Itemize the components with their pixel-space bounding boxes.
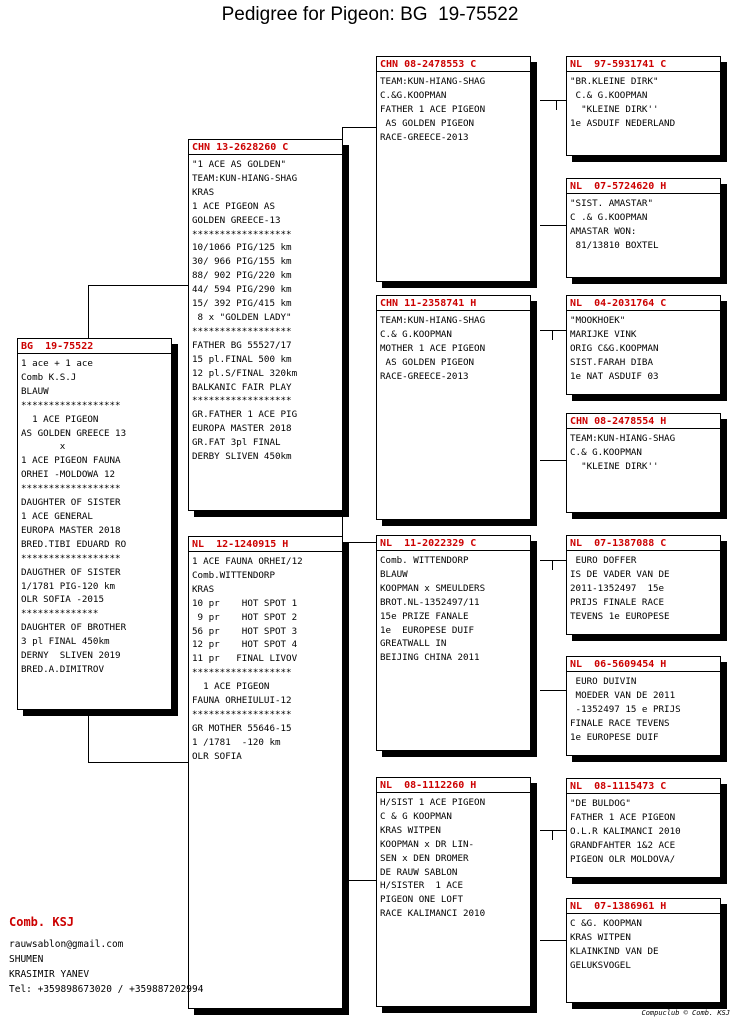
box-line: SIST.FARAH DIBA — [570, 356, 653, 368]
box-line: ************** — [21, 608, 99, 620]
box-line: -1352497 15 e PRIJS — [570, 703, 681, 715]
ring-number: NL 08-1112260 H — [377, 779, 530, 793]
box-line: IS DE VADER VAN DE — [570, 568, 670, 580]
box-line: DAUGTHER OF SISTER — [21, 566, 121, 578]
box-line: 15/ 392 PIG/415 km — [192, 298, 292, 310]
box-line: ****************** — [192, 667, 292, 679]
pedigree-box-fm-mother — [566, 413, 721, 513]
box-line: x — [21, 441, 66, 453]
ring-number: NL 12-1240915 H — [189, 538, 342, 552]
box-line: "MOOKHOEK" — [570, 315, 626, 326]
pedigree-box-ff-father — [566, 56, 721, 156]
box-line: ****************** — [192, 325, 292, 337]
box-line: 10/1066 PIG/125 km — [192, 242, 292, 254]
pedigree-box-subject — [17, 338, 172, 710]
box-line: "SIST. AMASTAR" — [570, 198, 653, 209]
box-line: PRIJS FINALE RACE — [570, 596, 665, 608]
box-line: C &G. KOOPMAN — [570, 918, 642, 929]
box-line: FINALE RACE TEVENS — [570, 717, 670, 729]
box-line: RACE-GREECE-2013 — [380, 131, 469, 143]
ring-number: NL 07-1387088 C — [567, 537, 720, 551]
pedigree-box-father — [188, 139, 343, 511]
box-line: C.& G.KOOPMAN — [570, 89, 648, 101]
box-line: 1 /1781 -120 km — [192, 736, 281, 748]
ring-number: NL 97-5931741 C — [567, 58, 720, 72]
box-line: C .& G.KOOPMAN — [570, 211, 648, 223]
box-line: 1 ACE GENERAL — [21, 510, 93, 522]
box-line: KLAINKIND VAN DE — [570, 945, 659, 957]
box-line: BLAUW — [380, 568, 408, 580]
box-line: PIGEON OLR MOLDOVA/ — [570, 853, 676, 865]
breeder-phone: Tel: +359898673020 / +359887202994 — [9, 984, 204, 995]
pedigree-box-mm-mother — [566, 898, 721, 1003]
box-line: BROT.NL-1352497/11 — [380, 596, 480, 608]
ring-number: NL 06-5609454 H — [567, 658, 720, 672]
box-line: DAUGHTER OF BROTHER — [21, 622, 127, 634]
ring-number: CHN 08-2478554 H — [567, 415, 720, 429]
box-line: ORHEI -MOLDOWA 12 — [21, 469, 116, 481]
box-line: OLR SOFIA -2015 — [21, 594, 104, 606]
breeder-name: Comb. KSJ — [9, 915, 75, 929]
box-line: KOOPMAN x SMEULDERS — [380, 582, 486, 594]
box-line: ORIG C&G.KOOPMAN — [570, 342, 659, 354]
box-line: FAUNA ORHEIULUI-12 — [192, 695, 292, 707]
breeder-email: rauwsablon@gmail.com — [9, 939, 124, 950]
page-title: Pedigree for Pigeon: BG 19-75522 — [221, 4, 519, 25]
pedigree-box-father-father — [376, 56, 531, 282]
box-line: 30/ 966 PIG/155 km — [192, 256, 292, 268]
box-line: EURO DUIVIN — [570, 676, 637, 687]
box-line: RACE KALIMANCI 2010 — [380, 908, 486, 920]
box-line: DERBY SLIVEN 450km — [192, 451, 292, 463]
box-line: ****************** — [192, 395, 292, 407]
pedigree-box-mother-father — [376, 535, 531, 751]
ring-number: NL 04-2031764 C — [567, 297, 720, 311]
ring-number: CHN 08-2478553 C — [377, 58, 530, 72]
box-line: GR.FAT 3pl FINAL — [192, 437, 281, 449]
ring-number: NL 11-2022329 C — [377, 537, 530, 551]
box-line: 1 ACE PIGEON — [21, 413, 99, 425]
box-line: 56 pr HOT SPOT 3 — [192, 625, 298, 637]
box-line: 1 ACE FAUNA ORHEI/12 — [192, 556, 303, 567]
box-line: GELUKSVOGEL — [570, 959, 631, 971]
box-line: TEAM:KUN-HIANG-SHAG — [380, 76, 486, 87]
box-line: O.L.R KALIMANCI 2010 — [570, 825, 681, 837]
box-line: 3 pl FINAL 450km — [21, 636, 110, 648]
ring-number: NL 07-5724620 H — [567, 180, 720, 194]
box-line: TEVENS 1e EUROPESE — [570, 610, 670, 622]
box-line: ****************** — [21, 399, 121, 411]
box-line: 1e EUROPESE DUIF — [570, 731, 659, 743]
ring-number: NL 07-1386961 H — [567, 900, 720, 914]
box-line: KRAS WITPEN — [570, 931, 631, 943]
box-line: EUROPA MASTER 2018 — [192, 423, 292, 435]
box-line: "BR.KLEINE DIRK" — [570, 76, 659, 87]
box-line: TEAM:KUN-HIANG-SHAG — [192, 172, 298, 184]
box-line: TEAM:KUN-HIANG-SHAG — [380, 315, 486, 326]
box-line: KRAS — [192, 583, 215, 595]
box-line: EUROPA MASTER 2018 — [21, 524, 121, 536]
box-line: 81/13810 BOXTEL — [570, 239, 659, 251]
box-line: "1 ACE AS GOLDEN" — [192, 159, 287, 170]
footer-credit: Compuclub © Comb. KSJ — [641, 1009, 730, 1017]
box-line: PIGEON ONE LOFT — [380, 894, 463, 906]
pedigree-box-mf-mother — [566, 656, 721, 756]
box-line: BALKANIC FAIR PLAY — [192, 381, 292, 393]
box-line: TEAM:KUN-HIANG-SHAG — [570, 433, 676, 444]
box-line: KOOPMAN x DR LIN- — [380, 838, 475, 850]
box-line: DERNY SLIVEN 2019 — [21, 650, 121, 662]
breeder-person: KRASIMIR YANEV — [9, 969, 90, 980]
box-line: KRAS — [192, 186, 215, 198]
box-line: 11 pr FINAL LIVOV — [192, 653, 298, 665]
box-line: ****************** — [192, 228, 292, 240]
box-line: 1e NAT ASDUIF 03 — [570, 370, 659, 382]
pedigree-box-mm-father — [566, 778, 721, 878]
box-line: "KLEINE DIRK'' — [570, 103, 659, 115]
box-line: ****************** — [21, 552, 121, 564]
box-line: ****************** — [21, 483, 121, 495]
box-line: DAUGHTER OF SISTER — [21, 497, 121, 509]
pedigree-box-mf-father — [566, 535, 721, 635]
box-line: OLR SOFIA — [192, 750, 242, 762]
box-line: BRED.TIBI EDUARD RO — [21, 538, 127, 550]
ring-number: CHN 11-2358741 H — [377, 297, 530, 311]
box-line: AS GOLDEN GREECE 13 — [21, 427, 127, 439]
box-line: "DE BULDOG" — [570, 798, 631, 809]
box-line: 12 pr HOT SPOT 4 — [192, 639, 298, 651]
box-line: BLAUW — [21, 385, 49, 397]
box-line: H/SISTER 1 ACE — [380, 880, 463, 892]
box-line: BRED.A.DIMITROV — [21, 663, 104, 675]
box-line: 15e PRIZE FANALE — [380, 610, 469, 622]
box-line: Comb K.S.J — [21, 371, 77, 383]
box-line: AMASTAR WON: — [570, 225, 637, 237]
box-line: 8 x "GOLDEN LADY" — [192, 311, 292, 323]
box-line: 10 pr HOT SPOT 1 — [192, 597, 298, 609]
box-line: GRANDFAHTER 1&2 ACE — [570, 839, 676, 851]
box-line: 1e EUROPESE DUIF — [380, 624, 475, 636]
box-line: 1e ASDUIF NEDERLAND — [570, 117, 676, 129]
pedigree-box-ff-mother — [566, 178, 721, 278]
box-line: C & G KOOPMAN — [380, 810, 452, 822]
box-line: GR.FATHER 1 ACE PIG — [192, 409, 298, 421]
box-line: 44/ 594 PIG/290 km — [192, 284, 292, 296]
box-line: 1/1781 PIG-120 km — [21, 580, 116, 592]
box-line: GREATWALL IN — [380, 638, 447, 650]
box-line: 88/ 902 PIG/220 km — [192, 270, 292, 282]
pedigree-box-mother-mother — [376, 777, 531, 1007]
ring-number: NL 08-1115473 C — [567, 780, 720, 794]
pedigree-box-mother — [188, 536, 343, 1009]
box-line: EURO DOFFER — [570, 555, 637, 566]
breeder-city: SHUMEN — [9, 954, 44, 965]
box-line: MOTHER 1 ACE PIGEON — [380, 342, 486, 354]
box-line: MARIJKE VINK — [570, 328, 637, 340]
box-line: AS GOLDEN PIGEON — [380, 117, 475, 129]
box-line: 12 pl.S/FINAL 320km — [192, 367, 298, 379]
box-line: KRAS WITPEN — [380, 824, 441, 836]
box-line: RACE-GREECE-2013 — [380, 370, 469, 382]
box-line: C.& G.KOOPMAN — [570, 446, 642, 458]
pedigree-box-fm-father — [566, 295, 721, 395]
box-line: 1 ACE PIGEON FAUNA — [21, 455, 121, 467]
box-line: 9 pr HOT SPOT 2 — [192, 611, 298, 623]
box-line: Comb. WITTENDORP — [380, 555, 469, 566]
box-line: BEIJING CHINA 2011 — [380, 652, 480, 664]
box-line: GR MOTHER 55646-15 — [192, 722, 292, 734]
box-line: FATHER 1 ACE PIGEON — [380, 103, 486, 115]
box-line: DE RAUW SABLON — [380, 866, 458, 878]
box-line: FATHER BG 55527/17 — [192, 339, 292, 351]
box-line: FATHER 1 ACE PIGEON — [570, 811, 676, 823]
box-line: H/SIST 1 ACE PIGEON — [380, 797, 486, 808]
box-line: Comb.WITTENDORP — [192, 569, 275, 581]
box-line: 1 ace + 1 ace — [21, 358, 93, 369]
box-line: 2011-1352497 15e — [570, 582, 665, 594]
box-line: C.& G.KOOPMAN — [380, 328, 452, 340]
box-line: C.&G.KOOPMAN — [380, 89, 447, 101]
box-line: 15 pl.FINAL 500 km — [192, 353, 292, 365]
breeder-info — [9, 915, 203, 997]
box-line: 1 ACE PIGEON — [192, 681, 270, 693]
box-line: MOEDER VAN DE 2011 — [570, 689, 676, 701]
box-line: 1 ACE PIGEON AS — [192, 200, 275, 212]
ring-number: CHN 13-2628260 C — [189, 141, 342, 155]
ring-number: BG 19-75522 — [18, 340, 171, 354]
box-line: SEN x DEN DROMER — [380, 852, 469, 864]
box-line: ****************** — [192, 708, 292, 720]
box-line: "KLEINE DIRK'' — [570, 460, 659, 472]
box-line: GOLDEN GREECE-13 — [192, 214, 281, 226]
box-line: AS GOLDEN PIGEON — [380, 356, 475, 368]
pedigree-box-father-mother — [376, 295, 531, 520]
